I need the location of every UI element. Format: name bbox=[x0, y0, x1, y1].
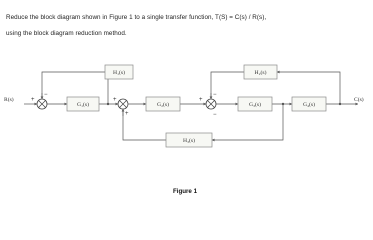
pickoff-point-2 bbox=[282, 103, 284, 105]
sign-s3-feedback: − bbox=[213, 92, 217, 98]
block-g2-label: G₂(s) bbox=[157, 102, 169, 108]
figure-caption: Figure 1 bbox=[172, 188, 198, 195]
block-h2-label: H₂(s) bbox=[254, 70, 267, 76]
block-h2 bbox=[244, 65, 277, 79]
block-g3-label: G₃(s) bbox=[249, 102, 261, 108]
block-g1 bbox=[67, 97, 99, 111]
wire-h1-out bbox=[42, 72, 105, 99]
sign-s3-input: + bbox=[199, 97, 203, 103]
block-g4-label: G₄(s) bbox=[303, 102, 315, 108]
block-h1-label: H₁(s) bbox=[113, 70, 125, 76]
sign-s3-bottom: − bbox=[213, 112, 217, 118]
question-line-1: Reduce the block diagram shown in Figure 1 to a single transfer function, T(S) = C(s) / R(s), bbox=[6, 14, 267, 21]
block-h3 bbox=[166, 133, 212, 147]
input-label: R(s) bbox=[4, 97, 14, 103]
wire-h3-out bbox=[123, 109, 166, 140]
pickoff-point-1 bbox=[107, 103, 109, 105]
sign-s1-input: + bbox=[31, 97, 35, 103]
block-g3 bbox=[238, 97, 272, 111]
block-h3-label: H₃(s) bbox=[183, 138, 195, 144]
output-label: C(s) bbox=[354, 97, 364, 103]
block-g1-label: G₁(s) bbox=[77, 102, 89, 108]
sign-s2-feedback: + bbox=[125, 111, 129, 117]
block-g2 bbox=[146, 97, 180, 111]
summing-junction-2 bbox=[118, 99, 128, 109]
summing-junction-1 bbox=[37, 99, 47, 109]
summing-junction-3 bbox=[206, 99, 216, 109]
block-g4 bbox=[292, 97, 326, 111]
sign-s2-input: + bbox=[113, 97, 117, 103]
pickoff-point-3 bbox=[339, 103, 341, 105]
sign-s1-feedback: − bbox=[44, 92, 48, 98]
block-h1 bbox=[105, 65, 133, 79]
question-line-2: using the block diagram reduction method. bbox=[6, 30, 127, 37]
